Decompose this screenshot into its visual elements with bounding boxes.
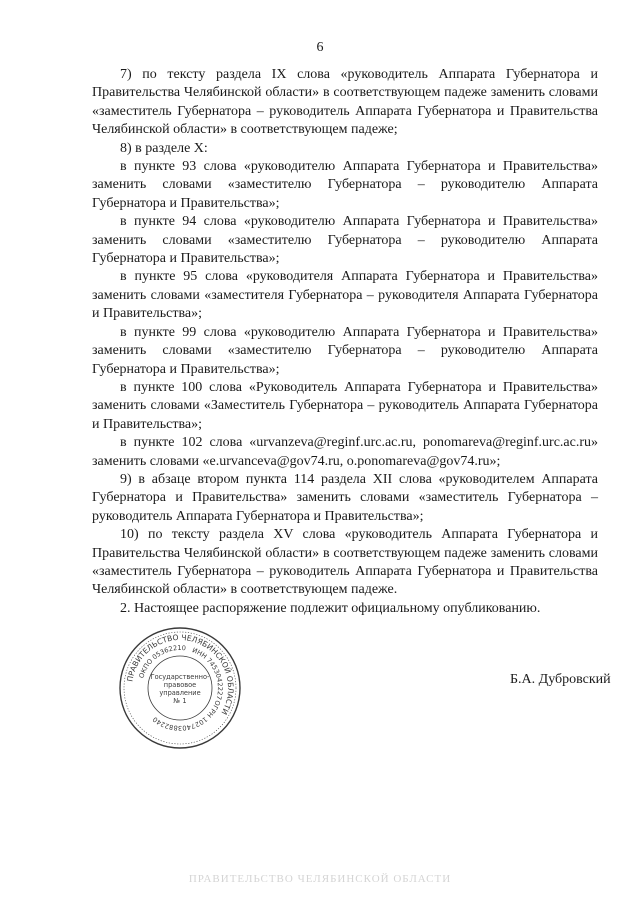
svg-text:правовое: правовое [163, 681, 197, 689]
paragraph-point-102: в пункте 102 слова «urvanzeva@reginf.urc.ac.ru, ponomareva@reginf.urc.ac.ru» заменить словами «e.urvanceva@gov74.ru, o.ponomareva@gov74.ru»; [92, 435, 598, 469]
paragraph-point-93: в пункте 93 слова «руководителю Аппарата Губернатора и Правительства» заменить словами «заместителю Губернатора – руководителю Аппарата Губернатора и Правительства»; [92, 159, 598, 211]
signatory-name: Б.А. Дубровский [510, 672, 611, 687]
seal-ogrn-text: ОГРН 1027403882240 [151, 699, 222, 733]
official-seal [116, 624, 244, 752]
faint-footer-text: ПРАВИТЕЛЬСТВО ЧЕЛЯБИНСКОЙ ОБЛАСТИ [188, 873, 452, 885]
paragraph-point-100: в пункте 100 слова «Руководитель Аппарата Губернатора и Правительства» заменить словами «Заместитель Губернатора – руководитель Аппарата Губернатора и Правительства»; [92, 379, 598, 432]
seal-okpo-text: ОКПО 05362210 [137, 643, 187, 680]
svg-text:№ 1: № 1 [173, 697, 187, 705]
paragraph-item-7: 7) по тексту раздела IX слова «руководитель Аппарата Губернатора и Правительства Челябинской области» в соответствующем падеже заменить словами «заместитель Губернатора – руководитель Аппарата Губернатора и Правительства Челябинской области» в соответствующем падеже; [92, 67, 598, 138]
paragraph-item-8: 8) в разделе X: [120, 140, 208, 156]
paragraph-item-9: 9) в абзаце втором пункта 114 раздела XII слова «руководителем Аппарата Губернатора и Правительства» заменить словами «заместитель Губернатора – руководитель Аппарата Губернатора и Правительства»; [92, 471, 598, 524]
paragraph-publication: 2. Настоящее распоряжение подлежит официальному опубликованию. [120, 600, 541, 616]
page-number: 6 [316, 40, 324, 55]
svg-text:управление: управление [159, 689, 201, 697]
paragraph-point-94: в пункте 94 слова «руководителю Аппарата Губернатора и Правительства» заменить словами «заместителю Губернатора – руководителю Аппарата Губернатора и Правительства»; [92, 214, 598, 267]
document-body [92, 66, 598, 618]
seal-inn-text: ИНН 7453042227 [191, 646, 225, 701]
seal-ring-text: ПРАВИТЕЛЬСТВО ЧЕЛЯБИНСКОЙ ОБЛАСТИ [125, 632, 236, 717]
paragraph-item-10: 10) по тексту раздела XV слова «руководитель Аппарата Губернатора и Правительства Челябинской области» в соответствующем падеже заменить словами «заместитель Губернатора – руководитель Аппарата Губернатора и Правительства Челябинской области» в соответствующем падеже. [92, 527, 598, 598]
seal-center-text [151, 673, 210, 705]
paragraph-point-95: в пункте 95 слова «руководителя Аппарата Губернатора и Правительства» заменить словами «заместителя Губернатора – руководителя Аппарата Губернатора и Правительства»; [92, 269, 598, 322]
svg-text:Государственно-: Государственно- [150, 673, 210, 681]
paragraph-point-99: в пункте 99 слова «руководителю Аппарата Губернатора и Правительства» заменить словами «заместителю Губернатора – руководителю Аппарата Губернатора и Правительства»; [92, 324, 598, 377]
